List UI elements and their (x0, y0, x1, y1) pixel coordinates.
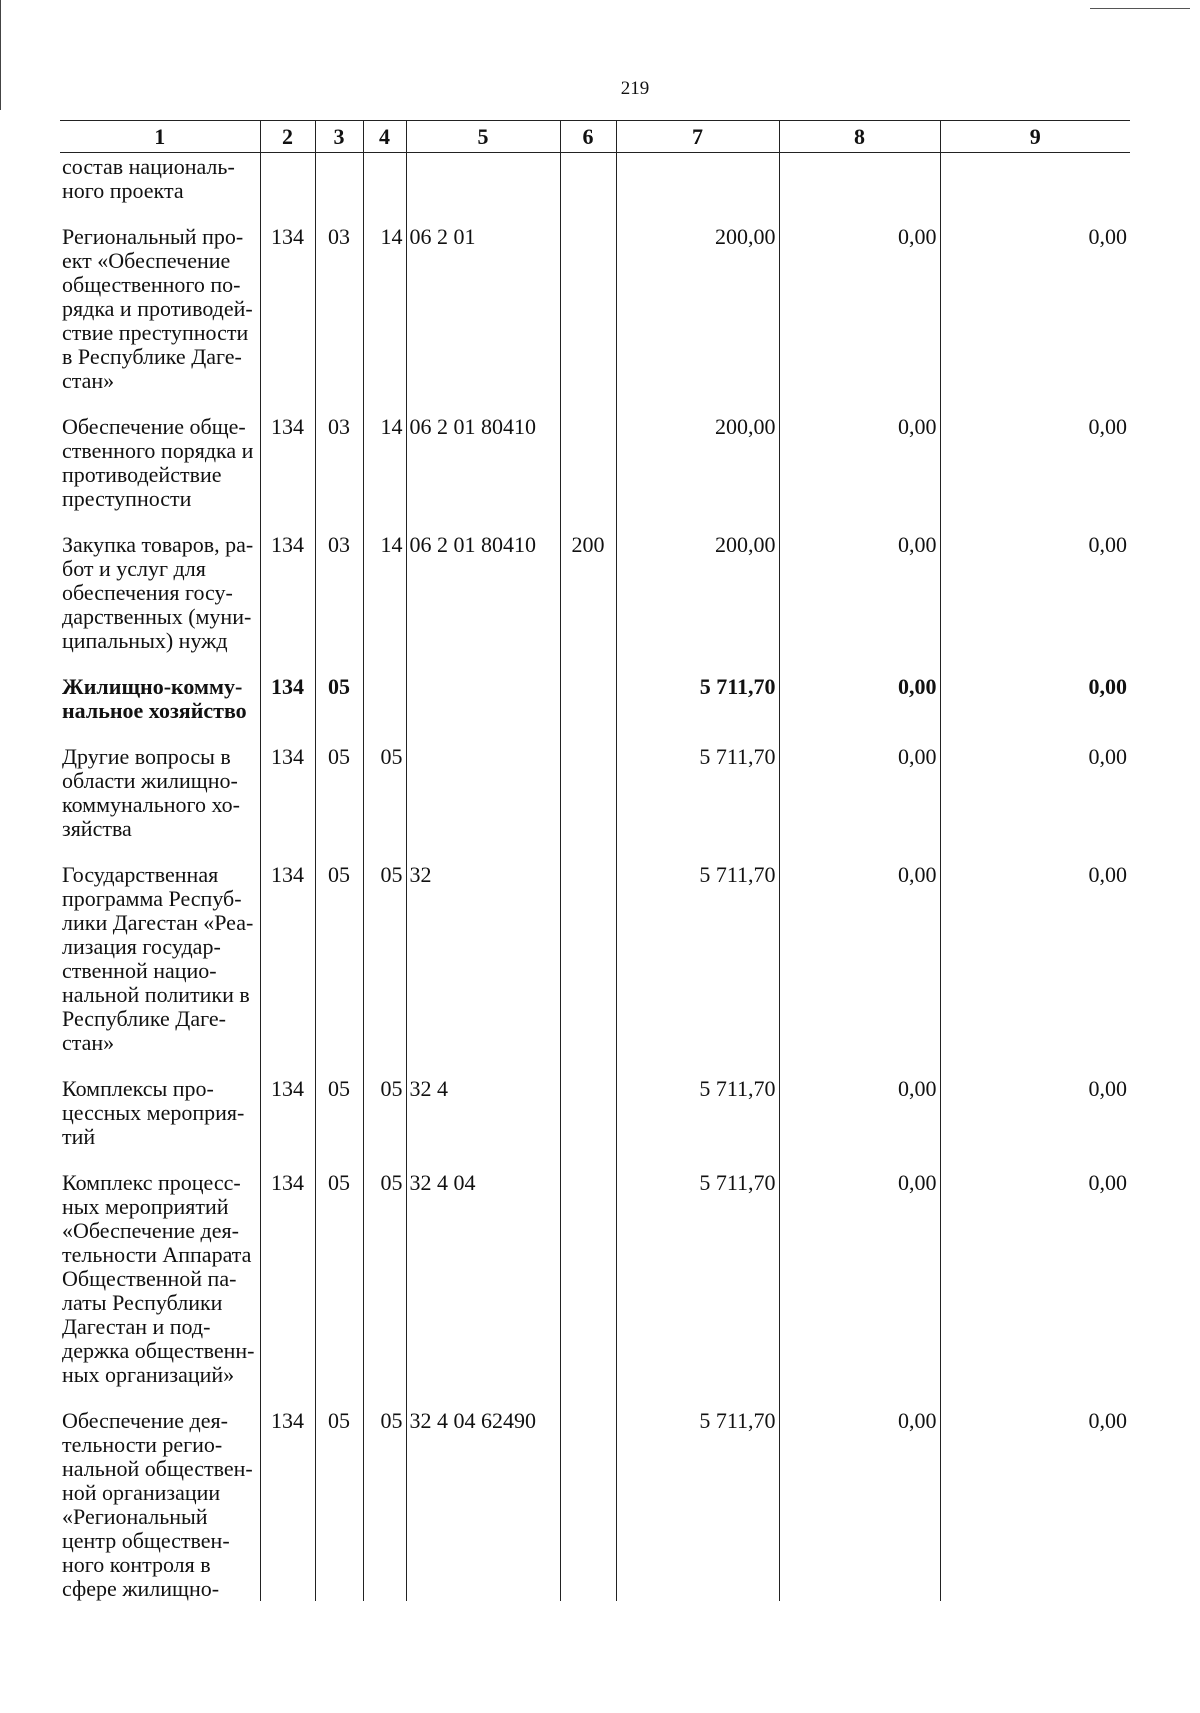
row-amount-col7: 200,00 (616, 415, 779, 533)
row-name: Региональный про- ект «Обеспечение общественного по- рядка и противодей- ствие преступности в Республике Даге- стан» (62, 224, 253, 393)
row-expense-type (560, 225, 616, 415)
row-amount-col8: 0,00 (779, 225, 940, 415)
row-expense-type (560, 1077, 616, 1171)
row-admin-code: 134 (260, 1409, 315, 1601)
row-amount-col8 (779, 153, 940, 226)
page-number: 219 (620, 78, 650, 99)
row-name: Другие вопросы в области жилищно- коммунального хо- зяйства (62, 744, 240, 841)
row-admin-code (260, 153, 315, 226)
row-amount-col9: 0,00 (940, 415, 1130, 533)
row-amount-col8: 0,00 (779, 863, 940, 1077)
row-subsection: 14 (363, 225, 406, 415)
row-amount-col8: 0,00 (779, 415, 940, 533)
row-amount-col8: 0,00 (779, 1171, 940, 1409)
table-row (60, 863, 1130, 1077)
row-amount-col8: 0,00 (779, 533, 940, 675)
table-row (60, 1171, 1130, 1409)
table-row (60, 225, 1130, 415)
row-name: Обеспечение дея- тельности регио- нальной обществен- ной организации «Региональный центр обществен- ного контроля в сфере жилищно- (62, 1408, 253, 1601)
row-name: Обеспечение обще- ственного порядка и противодействие преступности (62, 414, 254, 511)
row-target-article: 32 (406, 863, 560, 1077)
row-subsection: 05 (363, 1409, 406, 1601)
row-subsection: 05 (363, 863, 406, 1077)
table-row (60, 1077, 1130, 1171)
row-section: 03 (315, 533, 363, 675)
table-body (60, 153, 1130, 1602)
top-edge-rule (1090, 8, 1190, 9)
row-subsection (363, 675, 406, 745)
row-target-article: 06 2 01 (406, 225, 560, 415)
row-admin-code: 134 (260, 533, 315, 675)
row-target-article: 32 4 (406, 1077, 560, 1171)
row-amount-col7: 200,00 (616, 225, 779, 415)
row-admin-code: 134 (260, 1171, 315, 1409)
row-target-article: 32 4 04 (406, 1171, 560, 1409)
row-subsection: 05 (363, 1171, 406, 1409)
header-col-9: 9 (940, 121, 1130, 153)
row-expense-type: 200 (560, 533, 616, 675)
row-admin-code: 134 (260, 745, 315, 863)
row-amount-col9: 0,00 (940, 1409, 1130, 1601)
row-subsection: 14 (363, 415, 406, 533)
header-col-7: 7 (616, 121, 779, 153)
row-admin-code: 134 (260, 675, 315, 745)
row-amount-col8: 0,00 (779, 1077, 940, 1171)
table-row (60, 745, 1130, 863)
row-section: 05 (315, 1077, 363, 1171)
row-amount-col7: 5 711,70 (616, 745, 779, 863)
row-name: состав националь- ного проекта (62, 154, 235, 203)
row-target-article: 32 4 04 62490 (406, 1409, 560, 1601)
row-expense-type (560, 153, 616, 226)
budget-table (60, 120, 1130, 1601)
row-amount-col7: 5 711,70 (616, 863, 779, 1077)
header-col-4: 4 (363, 121, 406, 153)
row-amount-col7: 5 711,70 (616, 675, 779, 745)
row-subsection: 05 (363, 1077, 406, 1171)
table-row (60, 675, 1130, 745)
row-section: 05 (315, 675, 363, 745)
row-amount-col8: 0,00 (779, 1409, 940, 1601)
row-amount-col7: 5 711,70 (616, 1171, 779, 1409)
row-amount-col9 (940, 153, 1130, 226)
header-col-3: 3 (315, 121, 363, 153)
row-section: 05 (315, 863, 363, 1077)
row-expense-type (560, 415, 616, 533)
row-target-article (406, 745, 560, 863)
row-section: 05 (315, 1171, 363, 1409)
header-col-2: 2 (260, 121, 315, 153)
table-row (60, 533, 1130, 675)
row-admin-code: 134 (260, 415, 315, 533)
row-section: 03 (315, 225, 363, 415)
row-amount-col8: 0,00 (779, 675, 940, 745)
row-target-article (406, 675, 560, 745)
row-section: 05 (315, 745, 363, 863)
row-expense-type (560, 675, 616, 745)
row-admin-code: 134 (260, 863, 315, 1077)
row-subsection (363, 153, 406, 226)
table-row (60, 153, 1130, 226)
table-row (60, 1409, 1130, 1601)
header-col-6: 6 (560, 121, 616, 153)
row-name: Государственная программа Респуб- лики Дагестан «Реа- лизация государ- ственной нацио- нальной политики в Республике Даге- стан» (62, 862, 254, 1055)
row-subsection: 05 (363, 745, 406, 863)
row-name: Закупка товаров, ра- бот и услуг для обеспечения госу- дарственных (муни- ципальных) нужд (62, 532, 254, 653)
row-amount-col9: 0,00 (940, 1171, 1130, 1409)
row-expense-type (560, 863, 616, 1077)
row-target-article: 06 2 01 80410 (406, 533, 560, 675)
row-target-article: 06 2 01 80410 (406, 415, 560, 533)
row-subsection: 14 (363, 533, 406, 675)
row-name: Комплекс процесс- ных мероприятий «Обеспечение дея- тельности Аппарата Общественной па- латы Республики Дагестан и под- держка общественн- ных организаций» (62, 1170, 255, 1387)
row-amount-col8: 0,00 (779, 745, 940, 863)
row-expense-type (560, 1171, 616, 1409)
row-amount-col9: 0,00 (940, 225, 1130, 415)
row-expense-type (560, 1409, 616, 1601)
table-header-row (60, 121, 1130, 153)
table-row (60, 415, 1130, 533)
row-amount-col9: 0,00 (940, 675, 1130, 745)
row-section (315, 153, 363, 226)
row-name: Жилищно-комму- нальное хозяйство (62, 674, 247, 723)
row-target-article (406, 153, 560, 226)
row-section: 05 (315, 1409, 363, 1601)
row-admin-code: 134 (260, 225, 315, 415)
row-amount-col7: 5 711,70 (616, 1409, 779, 1601)
row-section: 03 (315, 415, 363, 533)
header-col-1: 1 (60, 121, 260, 153)
row-expense-type (560, 745, 616, 863)
header-col-8: 8 (779, 121, 940, 153)
header-col-5: 5 (406, 121, 560, 153)
row-admin-code: 134 (260, 1077, 315, 1171)
row-amount-col9: 0,00 (940, 745, 1130, 863)
row-amount-col7: 5 711,70 (616, 1077, 779, 1171)
row-amount-col9: 0,00 (940, 533, 1130, 675)
row-amount-col9: 0,00 (940, 863, 1130, 1077)
row-amount-col7 (616, 153, 779, 226)
row-amount-col7: 200,00 (616, 533, 779, 675)
row-name: Комплексы про- цессных мероприя- тий (62, 1076, 245, 1149)
row-amount-col9: 0,00 (940, 1077, 1130, 1171)
